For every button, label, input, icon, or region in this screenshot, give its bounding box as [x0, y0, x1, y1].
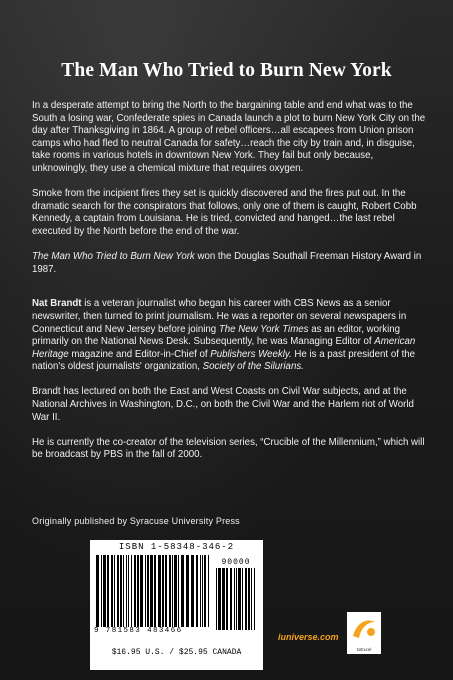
barcode-bar	[238, 568, 241, 630]
toexcel-logo-text: toExcel	[356, 647, 372, 652]
price-barcode	[216, 568, 256, 630]
barcode-bar	[169, 555, 171, 627]
toexcel-logo	[347, 612, 381, 654]
barcode-bar	[222, 568, 225, 630]
bio-nyt: The New York Times	[218, 323, 309, 335]
award-paragraph	[32, 251, 430, 276]
bio-american-heritage: American Heritage	[32, 336, 416, 360]
lecture-paragraph: Brandt has lectured on both the East and West Coasts on Civil War subjects, and at the National Archives in Washington, D.C., on both the Civil War and the Harlem riot of World War II.	[32, 386, 414, 423]
author-name: Nat Brandt	[32, 298, 82, 310]
bio-text-c: magazine and Editor-in-Chief of	[68, 348, 211, 360]
barcode-bar	[131, 555, 132, 627]
barcode-bar	[158, 555, 161, 627]
tv-series-paragraph: He is currently the co-creator of the television series, “Crucible of the Millennium,” which will be broadcast by PBS in the fall of 2000.	[32, 436, 425, 461]
barcode-bar	[181, 555, 184, 627]
barcode-bar	[242, 568, 243, 630]
barcode-bar	[137, 555, 139, 627]
bio-publishers-weekly: Publishers Weekly.	[210, 348, 292, 360]
barcode-bar	[204, 555, 206, 627]
barcode-bar	[230, 568, 232, 630]
barcode-bar	[186, 555, 189, 627]
barcode-bar	[123, 555, 124, 627]
barcode-bar	[196, 555, 198, 627]
barcode-bar	[178, 555, 179, 627]
barcode-bar	[200, 555, 201, 627]
barcode-bar	[134, 555, 136, 627]
barcode-bar	[114, 555, 115, 627]
barcode-bar	[96, 555, 99, 627]
bio-text-a: is a veteran journalist who began his career with CBS News as a senior newswriter, then turned to print journalism. He was a reporter on several newspapers in Connecticut and New Jersey before joining	[32, 298, 407, 335]
iuniverse-logo-text: iuniverse.com	[278, 632, 339, 642]
barcode-bar	[107, 555, 109, 627]
barcode-bar	[126, 555, 127, 627]
barcode-bar	[218, 568, 221, 630]
author-bio-paragraph	[32, 298, 430, 374]
barcode-bar	[234, 568, 235, 630]
toexcel-swoosh-icon	[347, 614, 381, 644]
back-cover-text	[32, 100, 430, 475]
award-text: won the Douglas Southall Freeman History Award in 1987.	[32, 251, 422, 275]
barcode-bar	[117, 555, 119, 627]
barcode-bar	[254, 568, 255, 630]
barcode-bar	[245, 568, 247, 630]
isbn-label: ISBN 1-58348-346-2	[118, 542, 235, 552]
synopsis-paragraph-1: In a desperate attempt to bring the North to the bargaining table and end what was to the South a losing war, Confederate spies in Canada launch a plot to burn New York City on the day after Thanksgiving in 1864. A group of rebel officers…all escapees from Union prison camps who had fled to neutral Canada for safety…reach the city by train and, in disguise, take rooms in various hotels in downtown New York. They fail but only because, unknowingly, they use a chemical mixture that requires oxygen.	[32, 100, 426, 174]
barcode-bar	[226, 568, 228, 630]
bio-text-b: as an editor, working primarily on the National News Desk. Subsequently, he was Managing Editor of	[32, 323, 401, 348]
barcode-bar	[145, 555, 146, 627]
barcode-digits: 9 781583 483466	[94, 627, 183, 635]
barcode-bar	[154, 555, 156, 627]
barcode-bar	[202, 555, 203, 627]
barcode-bar	[101, 555, 102, 627]
barcode-bar	[128, 555, 129, 627]
book-title: The Man Who Tried to Burn New York	[61, 60, 392, 81]
originally-published-note: Originally published by Syracuse University Press	[32, 516, 240, 526]
barcode-bar	[191, 555, 194, 627]
barcode-panel	[90, 540, 263, 670]
barcode-bar	[236, 568, 237, 630]
barcode-bar	[162, 555, 164, 627]
iuniverse-logo	[278, 628, 339, 650]
barcode-bar	[172, 555, 173, 627]
ean-barcode	[96, 555, 210, 627]
synopsis-paragraph-2: Smoke from the incipient fires they set is quickly discovered and the fires put out. In the dramatic search for the conspirators that follows, only one of them is caught, Robert Cobb Kennedy, a captain from Louisiana. He is tried, convicted and hanged…the last rebel executed by the North before the end of the war.	[32, 188, 417, 237]
barcode-bar	[208, 555, 209, 627]
barcode-bar	[147, 555, 149, 627]
barcode-bar	[251, 568, 252, 630]
barcode-bar	[216, 568, 217, 630]
bio-text-d: He is a past president of the nation's oldest journalists' organization,	[32, 348, 416, 373]
price-code: 90000	[221, 558, 251, 567]
barcode-bar	[111, 555, 113, 627]
barcode-bar	[165, 555, 167, 627]
barcode-bar	[140, 555, 143, 627]
barcode-bar	[103, 555, 106, 627]
award-book-title: The Man Who Tried to Burn New York	[32, 251, 195, 263]
barcode-bar	[150, 555, 153, 627]
barcode-bar	[120, 555, 122, 627]
bio-silurians: Society of the Silurians.	[202, 361, 304, 373]
barcode-bar	[248, 568, 250, 630]
barcode-bar	[174, 555, 177, 627]
price-line: $16.95 U.S. / $25.95 CANADA	[111, 648, 242, 657]
